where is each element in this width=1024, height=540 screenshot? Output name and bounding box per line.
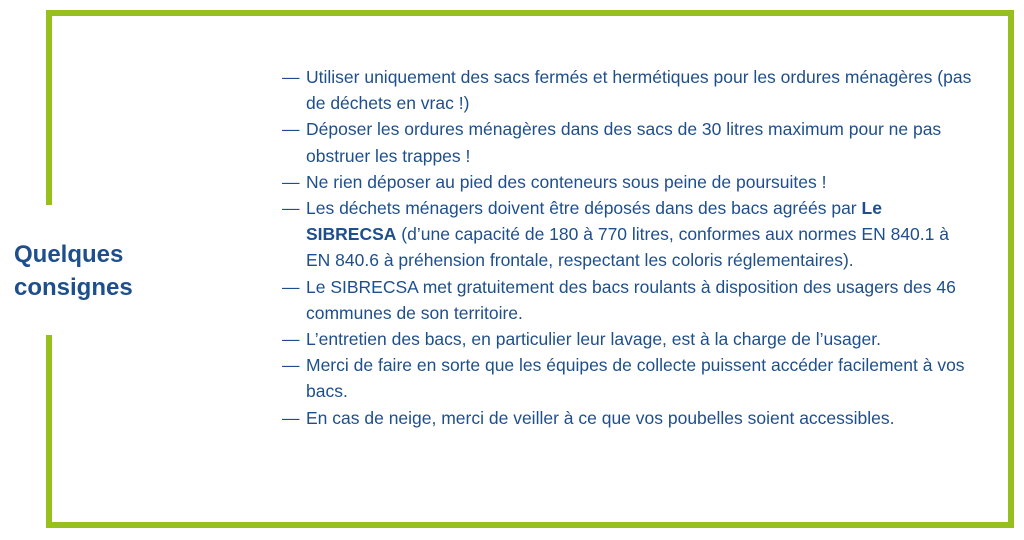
section-heading <box>14 238 174 304</box>
rule-item: — Le SIBRECSA met gratuitement des bacs roulants à disposition des usagers des 46 communes de son territoire. <box>282 274 972 326</box>
rule-item: — Merci de faire en sorte que les équipes de collecte puissent accéder facilement à vos bacs. <box>282 352 972 404</box>
rule-item: — L’entretien des bacs, en particulier leur lavage, est à la charge de l’usager. <box>282 326 972 352</box>
rules-list <box>282 64 972 431</box>
rule-item: — Les déchets ménagers doivent être déposés dans des bacs agréés par Le SIBRECSA (d’une capacité de 180 à 770 litres, conformes aux normes EN 840.1 à EN 840.6 à préhension frontale, respectant les coloris réglementaires). <box>282 195 972 274</box>
rule-item: — Déposer les ordures ménagères dans des sacs de 30 litres maximum pour ne pas obstruer les trappes ! <box>282 116 972 168</box>
rule-item: — Ne rien déposer au pied des conteneurs sous peine de poursuites ! <box>282 169 972 195</box>
heading-line-2: consignes <box>14 274 133 301</box>
rule-bold-org: Le SIBRECSA <box>306 198 882 245</box>
rule-item: — Utiliser uniquement des sacs fermés et hermétiques pour les ordures ménagères (pas de déchets en vrac !) <box>282 64 972 116</box>
rule-item: — En cas de neige, merci de veiller à ce que vos poubelles soient accessibles. <box>282 405 972 431</box>
heading-line-1: Quelques <box>14 241 124 268</box>
